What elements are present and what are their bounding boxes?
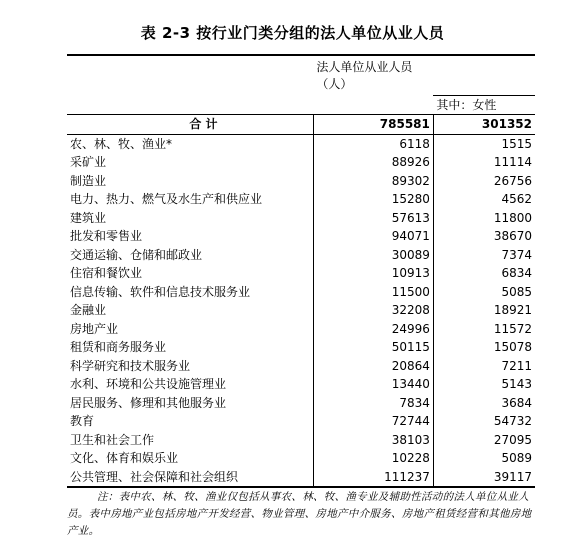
employees-all: 57613: [313, 209, 433, 228]
table-row: [67, 449, 535, 468]
employees-female: 27095: [433, 431, 535, 450]
industry-label: 水利、环境和公共设施管理业: [70, 377, 227, 392]
table-row: [67, 320, 535, 339]
employees-female: 15078: [433, 338, 535, 357]
header-spacer: [313, 95, 433, 115]
total-all: 785581: [313, 115, 433, 135]
employees-female: 11572: [433, 320, 535, 339]
industry-label: 批发和零售业: [70, 229, 143, 244]
employees-female: 7211: [433, 357, 535, 376]
table-row: [67, 338, 535, 357]
employees-female: 11800: [433, 209, 535, 228]
employees-all: 20864: [313, 357, 433, 376]
employees-female: 26756: [433, 172, 535, 191]
table-row: [67, 301, 535, 320]
table-row: [67, 172, 535, 191]
industry-label: 房地产业: [70, 321, 119, 336]
header-blank: [67, 55, 313, 115]
industry-label: 教育: [70, 414, 95, 429]
employees-all: 7834: [313, 394, 433, 413]
table-row: [67, 264, 535, 283]
employees-all: 6118: [313, 134, 433, 153]
table-note: 注：表中农、林、牧、渔业仅包括从事农、林、牧、渔专业及辅助性活动的法人单位从业人员。表中房地产业包括房地产开发经营、物业管理、房地产中介服务、房地产租赁经营和其他房地产业。: [67, 491, 532, 537]
industry-label: 文化、体育和娱乐业: [70, 451, 179, 466]
employees-all: 11500: [313, 283, 433, 302]
industry-label: 居民服务、修理和其他服务业: [70, 395, 227, 410]
employees-female: 18921: [433, 301, 535, 320]
employees-female: 1515: [433, 134, 535, 153]
employees-all: 30089: [313, 246, 433, 265]
employees-all: 50115: [313, 338, 433, 357]
employees-all: 13440: [313, 375, 433, 394]
industry-label: 金融业: [70, 303, 107, 318]
employees-all: 24996: [313, 320, 433, 339]
employees-female: 6834: [433, 264, 535, 283]
table-row: [67, 375, 535, 394]
table-row: [67, 394, 535, 413]
industry-label: 制造业: [70, 173, 107, 188]
table-row: [67, 357, 535, 376]
table-row: [67, 431, 535, 450]
industry-label: 电力、热力、燃气及水生产和供应业: [70, 192, 263, 207]
employees-all: 10228: [313, 449, 433, 468]
employees-all: 94071: [313, 227, 433, 246]
employees-female: 38670: [433, 227, 535, 246]
employees-all: 88926: [313, 153, 433, 172]
industry-label: 农、林、牧、渔业*: [70, 136, 173, 151]
table-row: [67, 190, 535, 209]
industry-label: 住宿和餐饮业: [70, 266, 143, 281]
total-label: 合 计: [67, 115, 313, 135]
table-row: [67, 283, 535, 302]
industry-label: 租赁和商务服务业: [70, 340, 167, 355]
table-row: [67, 246, 535, 265]
employees-female: 3684: [433, 394, 535, 413]
industry-label: 科学研究和技术服务业: [70, 358, 191, 373]
employees-female: 5143: [433, 375, 535, 394]
employees-all: 72744: [313, 412, 433, 431]
employees-all: 89302: [313, 172, 433, 191]
employees-female: 5089: [433, 449, 535, 468]
employees-female: 11114: [433, 153, 535, 172]
employment-table: [67, 54, 535, 488]
industry-label: 交通运输、仓储和邮政业: [70, 247, 203, 262]
employees-all: 38103: [313, 431, 433, 450]
table-row: [67, 134, 535, 153]
table-row: [67, 468, 535, 488]
employees-female: 5085: [433, 283, 535, 302]
table-title: 表 2-3 按行业门类分组的法人单位从业人员: [140, 24, 445, 42]
industry-label: 卫生和社会工作: [70, 432, 155, 447]
employees-female: 39117: [433, 468, 535, 488]
employees-all: 32208: [313, 301, 433, 320]
table-row: [67, 412, 535, 431]
total-row: [67, 115, 535, 135]
total-female: 301352: [433, 115, 535, 135]
header-female: 其中：女性: [433, 95, 535, 115]
industry-label: 建筑业: [70, 210, 107, 225]
employees-all: 15280: [313, 190, 433, 209]
header-blank-right: [433, 55, 535, 95]
table-row: [67, 153, 535, 172]
employees-female: 7374: [433, 246, 535, 265]
table-row: [67, 209, 535, 228]
header-row-1: [67, 55, 535, 95]
employees-female: 4562: [433, 190, 535, 209]
industry-label: 采矿业: [70, 155, 107, 170]
employees-female: 54732: [433, 412, 535, 431]
table-row: [67, 227, 535, 246]
employees-all: 111237: [313, 468, 433, 488]
industry-label: 公共管理、社会保障和社会组织: [67, 468, 313, 488]
industry-label: 信息传输、软件和信息技术服务业: [70, 284, 251, 299]
employees-all: 10913: [313, 264, 433, 283]
header-all-employees: 法人单位从业人员（人）: [313, 55, 433, 95]
